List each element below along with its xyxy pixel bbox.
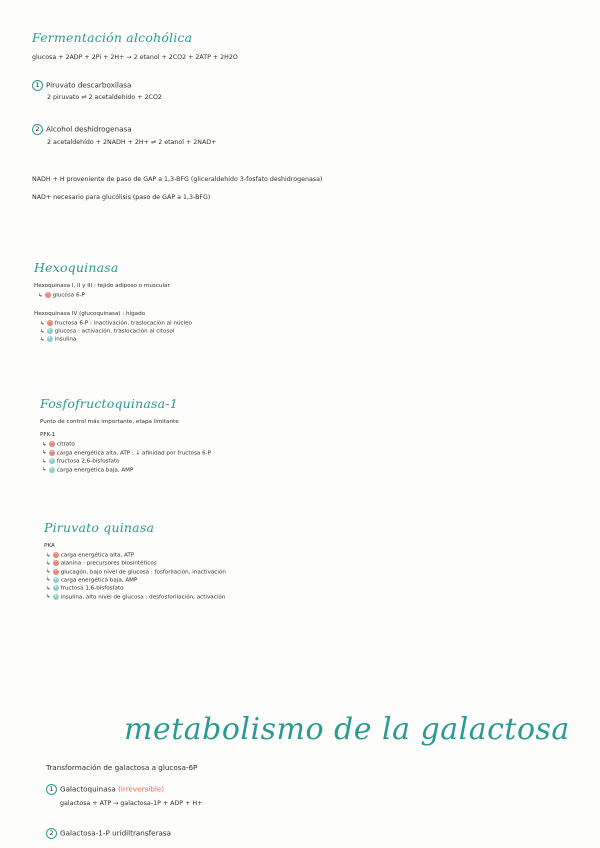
- pk-line1: PKA: [44, 543, 55, 549]
- step-name: Piruvato descarboxilasa: [46, 80, 132, 90]
- regulator-item: [46, 577, 137, 584]
- step-number: 1: [46, 784, 57, 795]
- section-title-pfk1: Fosfofructoquinasa-1: [40, 396, 178, 411]
- step-name: Galactosa-1-P uridiltransferasa: [60, 828, 172, 838]
- regulator-item: [40, 320, 192, 327]
- regulator-item: [40, 336, 76, 343]
- activator-badge: +: [47, 328, 52, 333]
- regulator-text: glucagón, bajo nivel de glucosa : fosforilación, inactivación: [60, 569, 226, 576]
- inhibitor-badge: −: [49, 441, 54, 446]
- branch-arrow-icon: ↳: [42, 458, 47, 465]
- branch-arrow-icon: ↳: [42, 441, 47, 448]
- branch-arrow-icon: ↳: [46, 569, 51, 576]
- step-name: Galactoquinasa: [60, 784, 116, 794]
- branch-arrow-icon: ↳: [46, 552, 51, 559]
- inhibitor-badge: −: [47, 320, 52, 325]
- irreversible-tag: (irreversible): [118, 784, 165, 794]
- fermentacion-note-nadh: NADH + H proveniente de paso de GAP a 1,3-BFG (gliceraldehído 3-fosfato deshidrogenasa): [32, 176, 323, 183]
- hexoquinasa-line2: Hexoquinasa IV (glucoquinasa) : hígado: [34, 311, 146, 317]
- step-number: 1: [32, 80, 43, 91]
- regulator-item: [46, 585, 124, 592]
- regulator-text: insulina, alto nivel de glucosa : desfosforilación, activación: [60, 594, 226, 600]
- regulator-text: fructosa 6-P : inactivación, traslocación al núcleo: [54, 320, 192, 327]
- inhibitor-badge: −: [53, 568, 58, 574]
- branch-arrow-icon: ↳: [40, 336, 45, 343]
- step-name: Alcohol deshidrogenasa: [46, 124, 132, 134]
- regulator-text: carga energética baja, AMP: [60, 577, 138, 584]
- regulator-text: carga energética baja, AMP: [56, 467, 134, 473]
- branch-arrow-icon: ↳: [42, 467, 47, 473]
- regulator-text: glucosa 6-P: [52, 292, 85, 299]
- fermentacion-step2-reaction: 2 acetaldehído + 2NADH + 2H+ ⇌ 2 etanol + 2NAD+: [47, 139, 217, 146]
- regulator-item: [42, 450, 211, 457]
- branch-arrow-icon: ↳: [40, 320, 45, 327]
- pfk1-line1: Punto de control más importante, etapa limitante: [40, 419, 179, 425]
- branch-arrow-icon: ↳: [40, 328, 45, 335]
- step-number: 2: [46, 828, 57, 839]
- fermentacion-note-nad: NAD+ necesario para glucólisis (paso de GAP a 1,3-BFG): [32, 194, 211, 201]
- galactosa-step1-reaction: galactosa + ATP → galactosa-1P + ADP + H+: [60, 800, 203, 807]
- galactosa-step2: [46, 828, 171, 839]
- regulator-item: [46, 552, 134, 559]
- regulator-text: fructosa 1,6-bisfosfato: [60, 585, 124, 592]
- activator-badge: +: [53, 593, 58, 599]
- regulator-text: citrato: [56, 441, 75, 448]
- fermentacion-step1: [32, 80, 131, 91]
- branch-arrow-icon: ↳: [46, 585, 51, 592]
- activator-badge: +: [53, 576, 58, 582]
- section-title-galactosa: metabolismo de la galactosa: [124, 712, 570, 747]
- regulator-text: fructosa 2,6-bisfosfato: [56, 458, 120, 465]
- regulator-item: [46, 594, 225, 601]
- fermentacion-step1-reaction: 2 piruvato ⇌ 2 acetaldehído + 2CO2: [47, 94, 162, 101]
- fermentacion-step2: [32, 124, 132, 135]
- step-number: 2: [32, 124, 43, 135]
- regulator-item: [46, 560, 157, 567]
- pfk1-line2: PFK-1: [40, 432, 56, 438]
- branch-arrow-icon: ↳: [38, 292, 43, 299]
- regulator-item: [42, 441, 75, 448]
- inhibitor-badge: −: [53, 560, 58, 566]
- regulator-item: [42, 458, 120, 465]
- regulator-text: carga energética alta, ATP: [60, 552, 135, 559]
- inhibitor-badge: −: [53, 552, 58, 557]
- branch-arrow-icon: ↳: [46, 594, 51, 600]
- regulator-item: [40, 328, 174, 335]
- regulator-text: glucosa : activación, traslocación al citosol: [54, 328, 175, 335]
- activator-badge: +: [53, 585, 58, 591]
- branch-arrow-icon: ↳: [46, 560, 51, 567]
- activator-badge: +: [47, 336, 52, 341]
- inhibitor-badge: −: [49, 449, 54, 455]
- branch-arrow-icon: ↳: [42, 450, 47, 456]
- section-title-hexoquinasa: Hexoquinasa: [34, 260, 119, 275]
- galactosa-intro: Transformación de galactosa a glucosa-6P: [46, 763, 198, 772]
- regulator-text: insulina: [54, 336, 77, 343]
- fermentacion-equation: glucosa + 2ADP + 2Pi + 2H+ → 2 etanol + 2CO2 + 2ATP + 2H2O: [32, 54, 238, 61]
- regulator-text: carga energética alta, ATP : ↓ afinidad por fructosa 6-P: [56, 450, 212, 456]
- galactosa-step1: [46, 784, 164, 795]
- regulator-item: [46, 569, 226, 576]
- regulator-text: alanina : precursores biosintéticos: [60, 560, 157, 567]
- activator-badge: +: [49, 466, 54, 472]
- regulator-item: [42, 467, 133, 474]
- section-title-fermentacion: Fermentación alcohólica: [32, 30, 193, 45]
- inhibitor-badge: −: [45, 292, 50, 297]
- section-title-piruvato-quinasa: Piruvato quinasa: [44, 520, 155, 535]
- branch-arrow-icon: ↳: [46, 577, 51, 584]
- hexoquinasa-line1: Hexoquinasa I, II y III : tejido adiposo o muscular: [34, 283, 170, 289]
- regulator-item: [38, 292, 85, 299]
- activator-badge: +: [49, 458, 54, 463]
